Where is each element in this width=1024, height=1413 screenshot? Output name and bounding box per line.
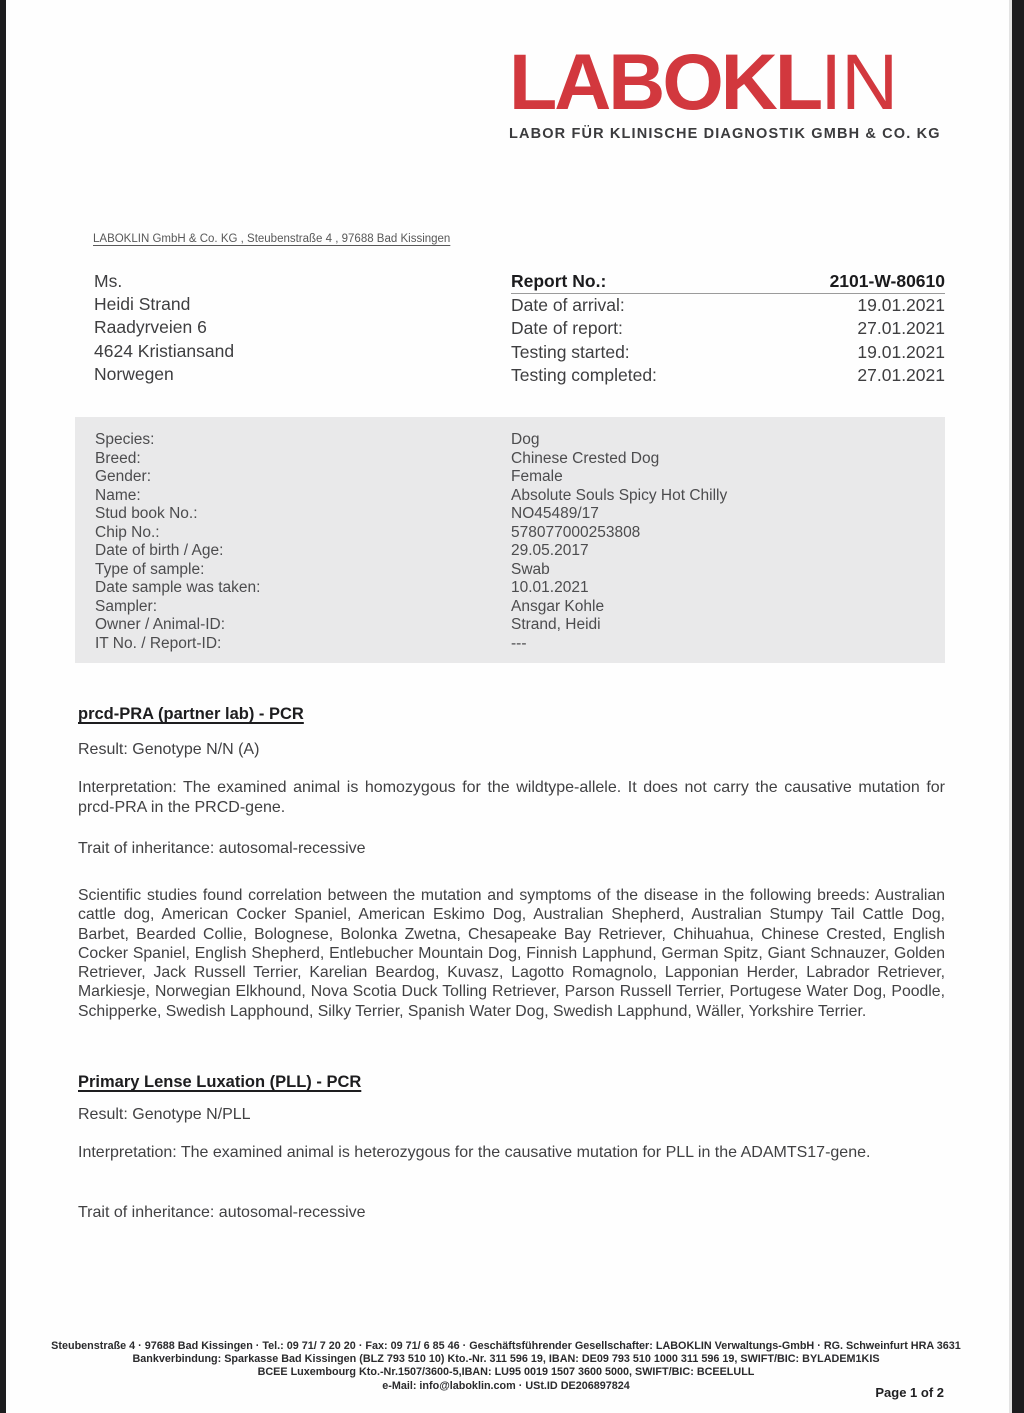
test2-result: Result: Genotype N/PLL	[78, 1106, 251, 1123]
sample-type-label: Type of sample:	[95, 560, 205, 578]
birth-date-row	[95, 542, 945, 561]
recipient-salutation: Ms.	[94, 271, 123, 291]
gender-value: Female	[511, 468, 563, 485]
footer-bank-line-2: BCEE Luxembourg Kto.-Nr.1507/3600-5,IBAN: LU95 0019 1507 3600 5000, SWIFT/BIC: BCEELULL	[257, 1366, 755, 1379]
date-of-arrival-value: 19.01.2021	[857, 295, 945, 316]
chip-no-label: Chip No.:	[95, 523, 160, 541]
logo-wordmark-thin: IN	[820, 37, 898, 126]
sample-info-box	[75, 417, 945, 663]
sample-date-label: Date sample was taken:	[95, 579, 261, 596]
testing-started-row	[511, 341, 945, 364]
breed-label: Breed:	[95, 449, 141, 467]
chip-no-value: 578077000253808	[511, 523, 641, 541]
date-of-report-label: Date of report:	[511, 318, 623, 339]
species-value: Dog	[511, 431, 540, 448]
it-no-label: IT No. / Report-ID:	[95, 634, 222, 652]
report-number-value: 2101-W-80610	[829, 271, 945, 291]
breed-value: Chinese Crested Dog	[511, 449, 660, 467]
name-value: Absolute Souls Spicy Hot Chilly	[511, 486, 728, 504]
test1-interpretation: Interpretation: The examined animal is homozygous for the wildtype-allele. It does not carry the causative mutation for prcd-PRA in the PRCD-gene.	[78, 779, 945, 816]
date-of-arrival-label: Date of arrival:	[511, 295, 625, 316]
stud-book-value: NO45489/17	[511, 505, 599, 522]
test2-trait: Trait of inheritance: autosomal-recessive	[78, 1204, 366, 1221]
birth-date-value: 29.05.2017	[511, 542, 589, 559]
name-label: Name:	[95, 486, 141, 504]
owner-label: Owner / Animal-ID:	[95, 616, 226, 633]
test2-heading: Primary Lense Luxation (PLL) - PCR	[78, 1073, 362, 1091]
sampler-value: Ansgar Kohle	[511, 597, 605, 615]
sample-type-row	[95, 561, 945, 580]
test1-result: Result: Genotype N/N (A)	[78, 741, 260, 758]
sample-date-value: 10.01.2021	[511, 579, 589, 596]
report-number-row	[511, 270, 945, 294]
stud-book-row	[95, 505, 945, 524]
gender-row	[95, 468, 945, 487]
testing-completed-value: 27.01.2021	[857, 364, 945, 385]
breed-row	[95, 450, 945, 469]
sample-date-row	[95, 579, 945, 598]
test1-breed-list: Scientific studies found correlation between the mutation and symptoms of the disease in the following breeds: Australian cattle dog, American Cocker Spaniel, American Eskimo Dog, Australian Shepherd, Australian Stumpy Tail Cattle Dog, Barbet, Bearded Collie, Bolognese, Bolonka Zwetna, Chesapeake Bay Retriever, Chihuahua, Chinese Crested, English Cocker Spaniel, English Shepherd, Entlebucher Mountain Dog, Finnish Lapphund, German Spitz, Giant Schnauzer, Golden Retriever, Jack Russell Terrier, Karelian Beardog, Kuvasz, Lagotto Romagnolo, Lapponian Herder, Labrador Retriever, Markiesje, Norwegian Elkhound, Nova Scotia Duck Tolling Retriever, Parson Russell Terrier, Portugese Water Dog, Poodle, Schipperke, Swedish Lapphound, Silky Terrier, Spanish Water Dog, Swedish Lapphund, Wäller, Yorkshire Terrier.	[78, 887, 945, 1020]
sample-type-value: Swab	[511, 560, 550, 578]
it-no-value: ---	[511, 634, 527, 652]
recipient-country: Norwegen	[94, 363, 174, 384]
footer-bank-line-1: Bankverbindung: Sparkasse Bad Kissingen (BLZ 793 510 10) Kto.-Nr. 311 596 19, IBAN: DE09 793 510 1000 311 596 19, SWIFT/BIC: BYLADEM1KIS	[132, 1353, 880, 1366]
page-number: Page 1 of 2	[875, 1385, 944, 1400]
test1-heading: prcd-PRA (partner lab) - PCR	[78, 705, 304, 723]
testing-completed-label: Testing completed:	[511, 364, 657, 385]
chip-no-row	[95, 524, 945, 543]
sampler-row	[95, 598, 945, 617]
date-of-report-value: 27.01.2021	[857, 318, 945, 339]
birth-date-label: Date of birth / Age:	[95, 542, 224, 559]
test2-interpretation: Interpretation: The examined animal is heterozygous for the causative mutation for PLL in the ADAMTS17-gene.	[78, 1144, 871, 1161]
species-label: Species:	[95, 431, 155, 448]
report-info-table	[511, 270, 945, 387]
owner-value: Strand, Heidi	[511, 616, 601, 633]
logo-subtitle: LABOR FÜR KLINISCHE DIAGNOSTIK GMBH & CO. KG	[509, 126, 941, 142]
recipient-address	[94, 270, 234, 386]
testing-started-value: 19.01.2021	[857, 341, 945, 362]
species-row	[95, 431, 945, 450]
gender-label: Gender:	[95, 468, 152, 485]
report-number-label: Report No.:	[511, 271, 607, 291]
footer-contact-line: Steubenstraße 4 · 97688 Bad Kissingen · Tel.: 09 71/ 7 20 20 · Fax: 09 71/ 6 85 46 · Geschäftsführender Gesellschafter: LABOKLIN Verwaltungs-GmbH · RG. Schweinfurt HRA 3631	[51, 1340, 961, 1352]
laboklin-logo	[509, 37, 947, 142]
date-of-arrival-row	[511, 294, 945, 317]
name-row	[95, 487, 945, 506]
logo-wordmark-bold: LABOKL	[509, 37, 821, 126]
footer-legal	[30, 1340, 982, 1393]
recipient-name: Heidi Strand	[94, 294, 191, 315]
sender-address-line: LABOKLIN GmbH & Co. KG , Steubenstraße 4 , 97688 Bad Kissingen	[93, 233, 451, 245]
right-edge-bar	[1009, 0, 1024, 1413]
testing-completed-row	[511, 364, 945, 387]
footer-email-line: e-Mail: info@laboklin.com · USt.ID DE206897824	[382, 1379, 630, 1392]
test1-trait: Trait of inheritance: autosomal-recessive	[78, 840, 366, 857]
it-no-row	[95, 635, 945, 654]
stud-book-label: Stud book No.:	[95, 505, 198, 522]
left-edge-bar	[0, 0, 6, 1413]
testing-started-label: Testing started:	[511, 341, 630, 362]
recipient-street: Raadyrveien 6	[94, 317, 207, 338]
recipient-city: 4624 Kristiansand	[94, 340, 235, 361]
date-of-report-row	[511, 317, 945, 340]
sampler-label: Sampler:	[95, 597, 158, 615]
logo-wordmark	[509, 37, 947, 126]
owner-row	[95, 616, 945, 635]
